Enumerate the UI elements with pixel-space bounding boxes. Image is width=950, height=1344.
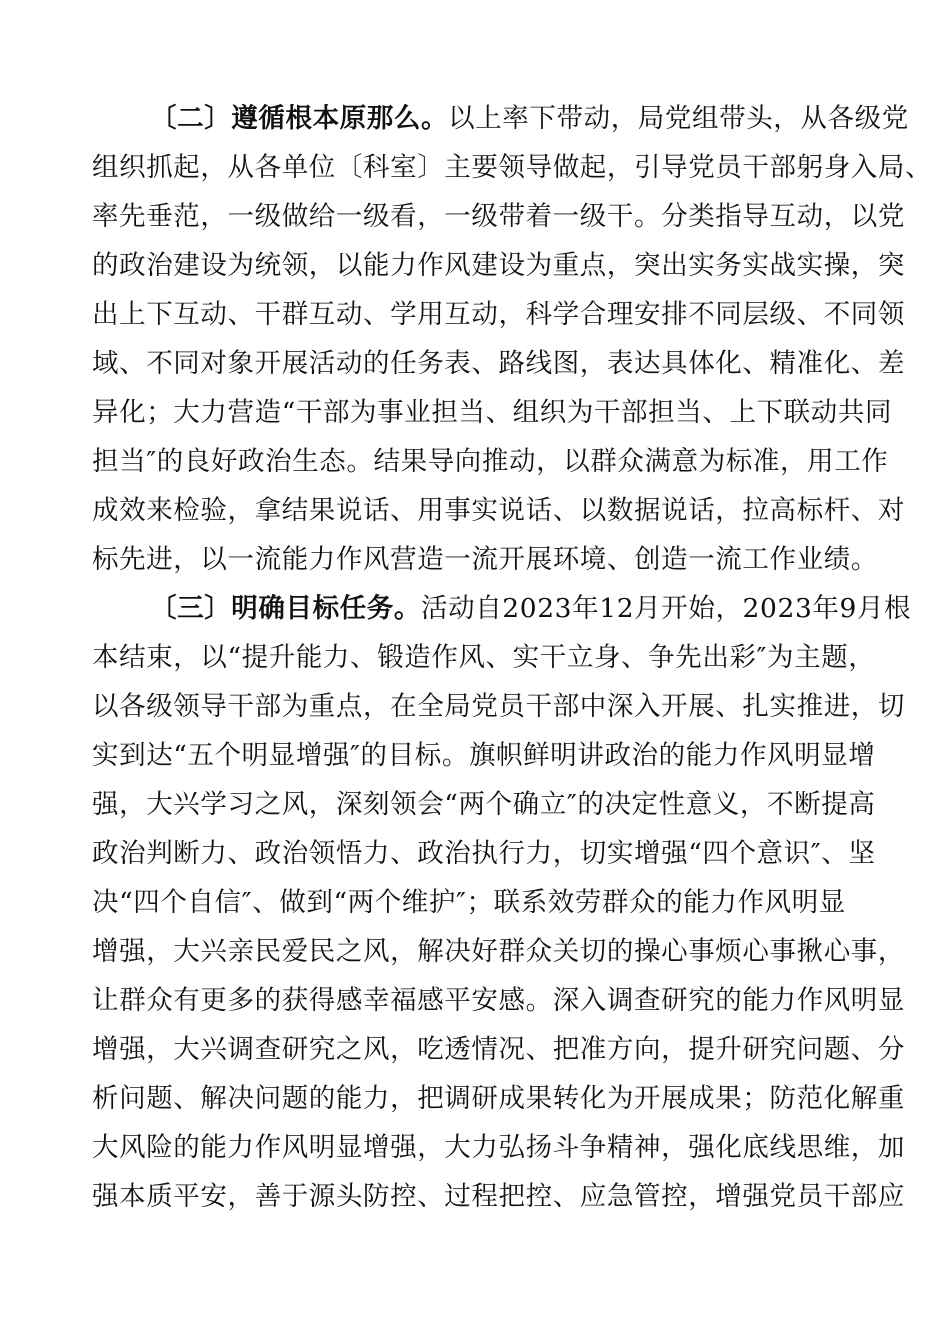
paragraph-2-line-2: 组织抓起，从各单位〔科室〕主要领导做起，引导党员干部躬身入局、 (92, 152, 933, 183)
paragraph-3-line-2: 本结束，以“提升能力、锻造作风、实干立身、争先出彩″为主题， (92, 642, 876, 673)
paragraph-3-line-8: 增强，大兴亲民爱民之风，解决好群众关切的操心事烦心事揪心事， (92, 936, 905, 967)
paragraph-3-line-12: 大风险的能力作风明显增强，大力弘扬斗争精神，强化底线思维，加 (92, 1132, 905, 1163)
paragraph-3-line-13: 强本质平安，善于源头防控、过程把控、应急管控，增强党员干部应 (92, 1181, 905, 1212)
paragraph-2-line-1 (150, 94, 909, 143)
paragraph-2-line-4: 的政治建设为统领，以能力作风建设为重点，突出实务实战实操，突 (92, 250, 905, 281)
paragraph-2-line-10: 标先进，以一流能力作风营造一流开展环境、创造一流工作业绩。 (92, 544, 878, 575)
paragraph-2-text: 以上率下带动，局党组带头，从各级党 (448, 103, 909, 134)
paragraph-3-line-1 (150, 584, 911, 633)
paragraph-2-line-6: 域、不同对象开展活动的任务表、路线图，表达具体化、精准化、差 (92, 348, 905, 379)
paragraph-3-line-4: 实到达“五个明显增强″的目标。旗帜鲜明讲政治的能力作风明显增 (92, 740, 876, 771)
paragraph-2-line-7: 异化；大力营造“干部为事业担当、组织为干部担当、上下联动共同 (92, 397, 893, 428)
paragraph-2-line-5: 出上下互动、干群互动、学用互动，科学合理安排不同层级、不同领 (92, 299, 905, 330)
paragraph-3-line-5: 强，大兴学习之风，深刻领会“两个确立″的决定性意义，不断提高 (92, 789, 876, 820)
paragraph-3-heading: 〔三〕明确目标任务。 (150, 593, 421, 624)
paragraph-3-text: 活动自2023年12月开始，2023年9月根 (421, 593, 912, 624)
paragraph-3-line-7: 决“四个自信″、做到“两个维护″；联系效劳群众的能力作风明显 (92, 887, 846, 918)
paragraph-3-line-11: 析问题、解决问题的能力，把调研成果转化为开展成果；防范化解重 (92, 1083, 905, 1114)
paragraph-3-line-9: 让群众有更多的获得感幸福感平安感。深入调查研究的能力作风明显 (92, 985, 905, 1016)
paragraph-2-heading: 〔二〕遵循根本原那么。 (150, 103, 449, 134)
paragraph-2-line-8: 担当″的良好政治生态。结果导向推动，以群众满意为标准，用工作 (92, 446, 889, 477)
paragraph-2-line-3: 率先垂范，一级做给一级看，一级带着一级干。分类指导互动，以党 (92, 201, 905, 232)
paragraph-2-line-9: 成效来检验，拿结果说话、用事实说话、以数据说话，拉高标杆、对 (92, 495, 905, 526)
paragraph-3-line-10: 增强，大兴调查研究之风，吃透情况、把准方向，提升研究问题、分 (92, 1034, 905, 1065)
paragraph-3-line-6: 政治判断力、政治领悟力、政治执行力，切实增强“四个意识″、坚 (92, 838, 876, 869)
paragraph-3-line-3: 以各级领导干部为重点，在全局党员干部中深入开展、扎实推进，切 (92, 691, 905, 722)
